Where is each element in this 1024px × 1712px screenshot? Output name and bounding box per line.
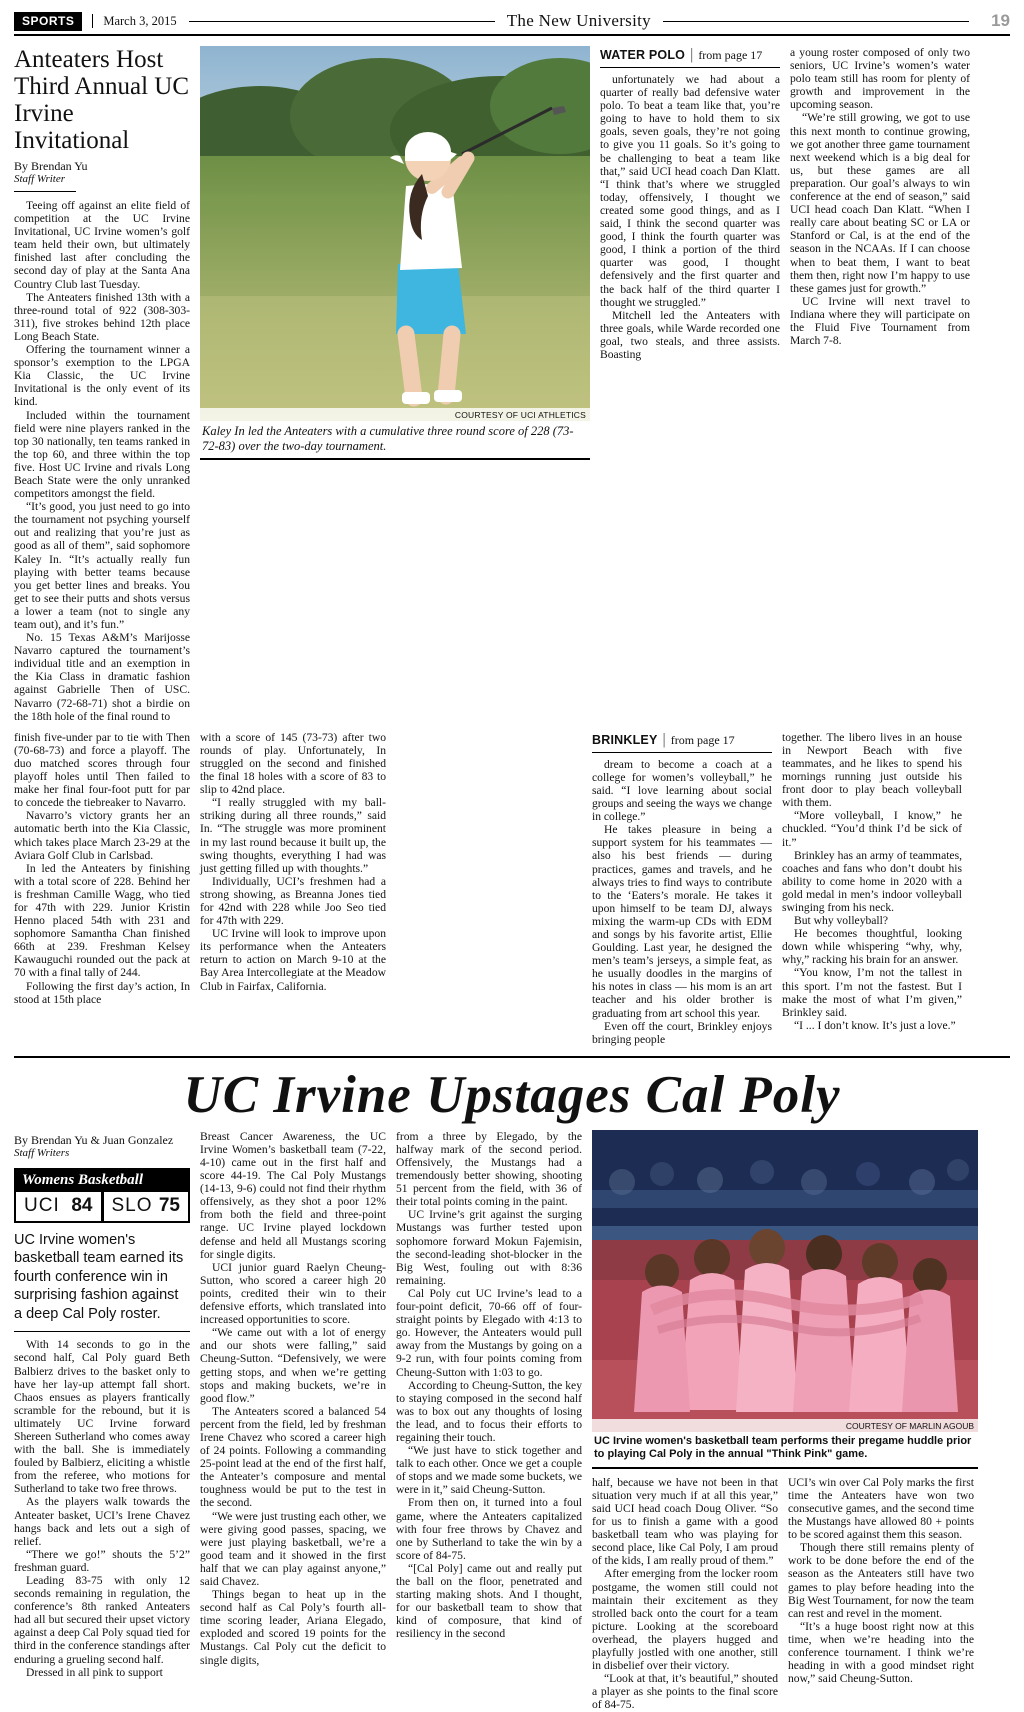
paragraph: In led the Anteaters by finishing with a total score of 228. Behind her is freshman Camille Wagg, who tied for 47th with 229. Junior Kristin Henno placed 54th with 231 and sophomore Samantha Chan finished 66th at 239. Freshman Kelsey Kawauguchi rounded out the pack at 70 with a final tally of 244. [14,861,190,980]
brinkley-jump-header [592,731,772,753]
feature-bottom-row [592,1476,978,1712]
home-team-cell [16,1192,101,1221]
paragraph: dream to become a coach at a college for women’s volleyball,” he said. “I love learning about social groups and seeing the ways we change in college.” [592,757,772,824]
paragraph: “Look at that, it’s beautiful,” shouted a player as she points to the final score of 84-75. [592,1672,778,1712]
paragraph: Though there still remains plenty of work to be done before the end of the season as the Anteaters still have two games to play before heading into the Big West Tournament, for now the team can rest and revel in the moment. [788,1541,974,1620]
paragraph: “We were just trusting each other, we were giving good passes, spacing, we were just playing basketball, we’re a good team and it showed in the first half that we can play against anyone,” said Chavez. [200,1509,386,1588]
away-team-label: SLO [111,1194,153,1216]
water-polo-jump-header [600,46,780,68]
paragraph: with a score of 145 (73-73) after two rounds of play. Unfortunately, In struggled on the second and finished the final 18 holes with a score of 83 to slip to 42nd place. [200,730,386,797]
brinkley-column-1 [592,731,772,1046]
jump-from: from page 17 [698,48,763,62]
home-team-label: UCI [24,1194,60,1216]
continuation-section [14,731,1010,1046]
paragraph: “There we go!” shouts the 5’2” freshman guard. [14,1547,190,1574]
paragraph: Things began to heat up in the second half as Cal Poly’s fourth all-time scoring leader, Ariana Elegado, exploded and scored 19 points for the Mustangs. Cal Poly cut the deficit to single digits, [200,1588,386,1667]
score-box-title: Womens Basketball [16,1170,188,1192]
photo-credit: COURTESY OF MARLIN AGOUB [592,1419,978,1432]
paragraph: UC Irvine will look to improve upon its performance when the Anteaters return to action on March 9-10 at the Bay Area Intercollegiate at the Meadow Club in Fairfax, California. [200,927,386,993]
photo-box [200,46,590,460]
huddle-photo [592,1130,978,1432]
paragraph: As the players walk towards the Anteater basket, UCI’s Irene Chavez hangs back and lets out a sigh of relief. [14,1495,190,1548]
paragraph: “It’s good, you just need to go into the tournament not psyching yourself out and realizing that you’re just as good as all of them”, said sophomore Kaley In. “It’s actually really fun playing with better teams because you get better lines and breaks. You get to see their putts and shots versus a lower a team (not to single any team out), and it’s fun.” [14,500,190,631]
away-team-cell [104,1192,189,1221]
byline-author: By Brendan Yu [14,159,88,173]
paragraph: Teeing off against an elite field of competition at the UC Irvine Invitational, UC Irvine women’s golf team held their own, but ultimately finished last after concluding the second day of play at the Santa Ana Country Club last Tuesday. [14,199,190,291]
paragraph: unfortunately we had about a quarter of really bad defensive water polo. To beat a team like that, you’re going to have to hold them to six goals, seven goals, they’re not going to give you 11 goals. So it’s going to be challenging to beat a team like that,” said UCI head coach Dan Klatt. “I think that’s where we struggled today, offensively, I thought we created some good things, and as I said, I think the second quarter was good, I think the fourth quarter was good, I think a portion of the third quarter was good, I thought defensively and the first quarter and the back half of the third quarter I thought we struggled.” [600,73,780,309]
paragraph: “We’re still growing, we got to use this next month to continue growing, we got another three game tournament next weekend which is a big deal for us, but these games are all preparation. Our goal’s always to win conference at the end of season,” said UCI head coach Dan Klatt. “When I really care about beating SC or LA or Stanford or Cal, is at the end of the season in the NCAAs. If I can choose when to beat them, I want to beat them then, right now I’m happy to use these games just for growth.” [790,111,970,295]
paragraph: “I really struggled with my ball-striking during all three rounds,” said In. “The struggle was more prominent in my last round because it built up, the swing thoughts, everything I had was just getting filled up with thoughts.” [200,796,386,875]
paragraph: UCI’s win over Cal Poly marks the first time the Anteaters have won two consecutive games, and the second time the Mustangs have allowed 80 + points to be scored against them this season. [788,1475,974,1542]
paragraph: Dressed in all pink to support [26,1665,163,1679]
feature-headline: UC Irvine Upstages Cal Poly [183,1065,841,1124]
page-number: 19 [991,11,1010,30]
paragraph: Brinkley has an army of teammates, coaches and fans who don’t doubt his ability to come home in 2020 with a gold medal in men’s indoor volleyball swinging from his neck. [782,848,962,914]
paragraph: According to Cheung-Sutton, the key to staying composed in the second half was to box out any thoughts of losing the lead, and to focus their efforts to regaining their touch. [396,1378,582,1444]
brinkley-column-2 [782,731,962,1046]
feature-photo-block [592,1130,978,1712]
score-box-row [16,1192,188,1221]
paragraph: Individually, UCI’s freshmen had a strong showing, as Breanna Jones tied for 42nd with 228 while Joo Seo tied for 47th with 229. [200,874,386,928]
paragraph: UC Irvine will next travel to Indiana where they will participate on the Fluid Five Tournament from March 7-8. [790,294,970,348]
water-polo-column-2 [790,46,970,723]
issue-date: March 3, 2015 [92,14,176,28]
masthead [14,10,1010,36]
feature-top-row [14,1130,1010,1712]
paragraph: From then on, it turned into a foul game, where the Anteaters capitalized with four free throws by Chavez and one by Sutherland to take the win by a score of 84-75. [396,1496,582,1562]
golf-photo-illustration [200,46,590,421]
byline-author: By Brendan Yu & Juan Gonzalez [14,1132,174,1147]
spacer-column [396,731,582,1046]
paragraph: “We just have to stick together and talk to each other. Once we get a couple of stops and we made some buckets, we were in it,” said Cheung-Sutton. [396,1444,582,1497]
lead-story-column-3 [200,731,386,1046]
paragraph: “You know, I’m not the tallest in this sport. I’m not the fastest. But I make the most of what I’m given,” Brinkley said. [782,966,962,1019]
lead-story-column-2 [14,731,190,1046]
byline-role: Staff Writer [14,173,66,185]
paragraph: Even off the court, Brinkley enjoys bringing people [592,1019,772,1046]
feature-column-3 [396,1130,582,1712]
byline-role: Staff Writers [14,1146,70,1159]
paragraph: UC Irvine’s grit against the surging Mustangs was further tested upon sophomore forward Mokun Fajemisin, the second-leading shot-blocker in the Big West, fouling out with 8:36 remaining. [396,1208,582,1287]
paragraph: He takes pleasure in being a support system for his teammates –– also his best friends –– during practices, games and travels, and he always tries to find ways to contribute to the ‘Eaters’s morale. He takes it upon himself to be team DJ, always mixing the warm-up CDs with EDM and songs by his favorite artist, Ellie Goulding. Last year, he designed the men’s team’s jerseys, a simple feat, as he usually doodles in the margins of his notes in class –– his mom is an art teacher and his older brother is graduating from art school this year. [592,823,772,1020]
paragraph: Cal Poly cut UC Irvine’s lead to a four-point deficit, 70-66 off of four-straight points by Elegado with 4:13 to go. However, the Anteaters would pull away from the Mustangs by going on a 9-2 run, with four points coming from Cheung-Sutton with 1:03 to go. [396,1286,582,1379]
jump-divider: | [662,730,666,748]
feature-column-1 [14,1130,190,1712]
lead-story-column-1 [14,46,190,723]
photo-caption: UC Irvine women's basketball team performs their pregame huddle prior to playing Cal Poly in the annual "Think Pink" game. [592,1432,978,1469]
section-label: SPORTS [14,12,82,31]
paragraph: “We came out with a lot of energy and our shots were falling,” said Cheung-Sutton. “Defensively, we were getting stops, and when we’re getting stops and making buckets, we’re in good flow.” [200,1326,386,1405]
paragraph: With 14 seconds to go in the second half, Cal Poly guard Beth Balbierz drives to the basket only to have her lay-up attempt fall short. Chaos ensues as players frantically scramble for the rebound, but it is ultimately UC Irvine forward Shereen Sutherland who comes away with the ball. She is immediately fouled by Balbierz, eliciting a whistle from the referee, who motions for Sutherland to take two free throws. [14,1338,190,1496]
away-team-score: 75 [158,1194,180,1216]
paragraph: “It’s a huge boost right now at this time, when we’re heading into the conference tournament. I think we’re heading in with a good mindset right now,” said Cheung-Sutton. [788,1619,974,1686]
huddle-photo-illustration [592,1130,978,1432]
paragraph: “[Cal Poly] came out and really put the ball on the floor, penetrated and starting making shots. And I thought, for our basketball team to show that kind of composure, that kind of resiliency in the second [396,1561,582,1641]
paragraph: The Anteaters scored a balanced 54 percent from the field, led by freshman Irene Chavez who scored a career high of 24 points. Following a commanding 25-point lead at the end of the first half, the Anteater’s composure and mental toughness would be put to the test in the second. [200,1404,386,1510]
paragraph: Mitchell led the Anteaters with three goals, while Warde recorded one goal, two steals, and three assists. Boasting [600,308,780,361]
feature-column-5 [788,1476,974,1712]
paragraph: UCI junior guard Raelyn Cheung-Sutton, who scored a career high 20 points, credited their win to their defensive efforts, which translated into increased opportunities to score. [200,1260,386,1327]
page-title: Anteaters Host Third Annual UC Irvine Invitational [14,46,189,154]
masthead-rule-left [189,21,495,22]
golf-photo [200,46,590,421]
paragraph: from a three by Elegado, by the halfway mark of the second period. Offensively, the Mustangs had a tremendously better showing, shooting 51 percent from the field, with 36 of their total points coming in the paint. [396,1129,582,1209]
masthead-rule-right [663,21,969,22]
byline-divider [14,191,76,192]
paragraph: “I ... I don’t know. It’s just a love.” [794,1018,956,1032]
photo-credit: COURTESY OF UCI ATHLETICS [200,408,590,421]
feature-column-4 [592,1476,778,1712]
paragraph: “More volleyball, I know,” he chuckled. “You’d think I’d be sick of it.” [782,809,962,849]
paragraph: Included within the tournament field were nine players ranked in the top 30 nationally, ten teams ranked in the top 60, and three within the top five. Host UC Irvine and rivals Long Beach State were the only unranked competitors amongst the field. [14,408,190,501]
paragraph: a young roster composed of only two seniors, UC Irvine’s women’s water polo team still has room for plenty of growth and improvement in the upcoming season. [790,46,970,112]
paragraph: After emerging from the locker room postgame, the women still could not maintain their excitement as they strolled back onto the court for a team picture. Looking at the scoreboard overhead, the players hugged and playfully jostled with one another, still in disbelief over their victory. [592,1567,778,1673]
jump-from: from page 17 [670,732,735,747]
paragraph: half, because we have not been in that situation very much if at all this year,” said UCI head coach Doug Oliver. “So for us to finish a game with a good basketball team who was playing for second place, like Cal Poly, I am proud of the kids, I am really proud of them.” [592,1475,778,1568]
lead-photo-block [200,46,590,723]
paragraph: Following the first day’s action, In stood at 15th place [14,979,190,1006]
paragraph: He becomes thoughtful, looking down while whispering “why, why, why,” racking his brain for an answer. [782,927,962,967]
feature-byline [14,1134,190,1160]
paragraph: No. 15 Texas A&M’s Marijosse Navarro captured the tournament’s individual title and an exemption in the Kia Class in dramatic fashion against Gabrielle Then of USC. Navarro (72-68-71) shot a birdie on the 18th hole of the final round to [14,631,190,723]
score-box [14,1168,190,1223]
feature-column-2 [200,1130,386,1712]
paragraph: Breast Cancer Awareness, the UC Irvine Women’s basketball team (7-22, 4-10) came out in the first half and score 44-19. The Cal Poly Mustangs (14-13, 9-6) could not find their rhythm offensively, as they shot a poor 12% from both the field and three-point range. UC Irvine played lockdown defense and held all Mustangs scoring for single digits. [200,1129,386,1261]
paragraph: finish five-under par to tie with Then (70-68-73) and force a playoff. The duo matched scores through four playoff holes until Then failed to make her final four-foot putt for par to concede the tiebreaker to Navarro. [14,730,190,810]
feature-section [14,1056,1010,1712]
water-polo-column-1 [600,46,780,723]
paragraph: Leading 83-75 with only 12 seconds remaining in regulation, the conference’s 8th ranked Anteaters had all but secured their upset victory against a deep Cal Poly squad tied for third in the conference standings after enduring a grueling second half. [14,1574,190,1666]
paragraph: But why volleyball? [794,914,889,928]
top-section [14,46,1010,723]
jump-kicker: BRINKLEY [592,732,658,747]
jump-divider: | [690,46,694,63]
paragraph: Offering the tournament winner a sponsor’s exemption to the LPGA Kia Classic, the UC Irvine Invitational is the only event of its kind. [14,343,190,409]
paragraph: Navarro’s victory grants her an automatic berth into the Kia Classic, which takes place March 23-29 at the Aviara Golf Club in Carlsbad. [14,809,190,862]
paragraph: together. The libero lives in an house in Newport Beach with five teammates, and he likes to spend his mornings running just outside his front door to play beach volleyball with them. [782,730,962,810]
lede-divider [14,1331,190,1332]
jump-kicker: WATER POLO [600,48,686,62]
paper-title: The New University [506,11,651,30]
byline [14,160,190,186]
photo-caption: Kaley In led the Anteaters with a cumulative three round score of 228 (73-72-83) over the two-day tournament. [200,421,590,460]
home-team-score: 84 [71,1194,93,1216]
paragraph: The Anteaters finished 13th with a three-round total of 922 (308-303-311), five strokes behind 12th place Long Beach State. [14,290,190,343]
feature-lede: UC Irvine women's basketball team earned its fourth conference win in surprising fashion against a deep Cal Poly roster. [14,1231,184,1322]
